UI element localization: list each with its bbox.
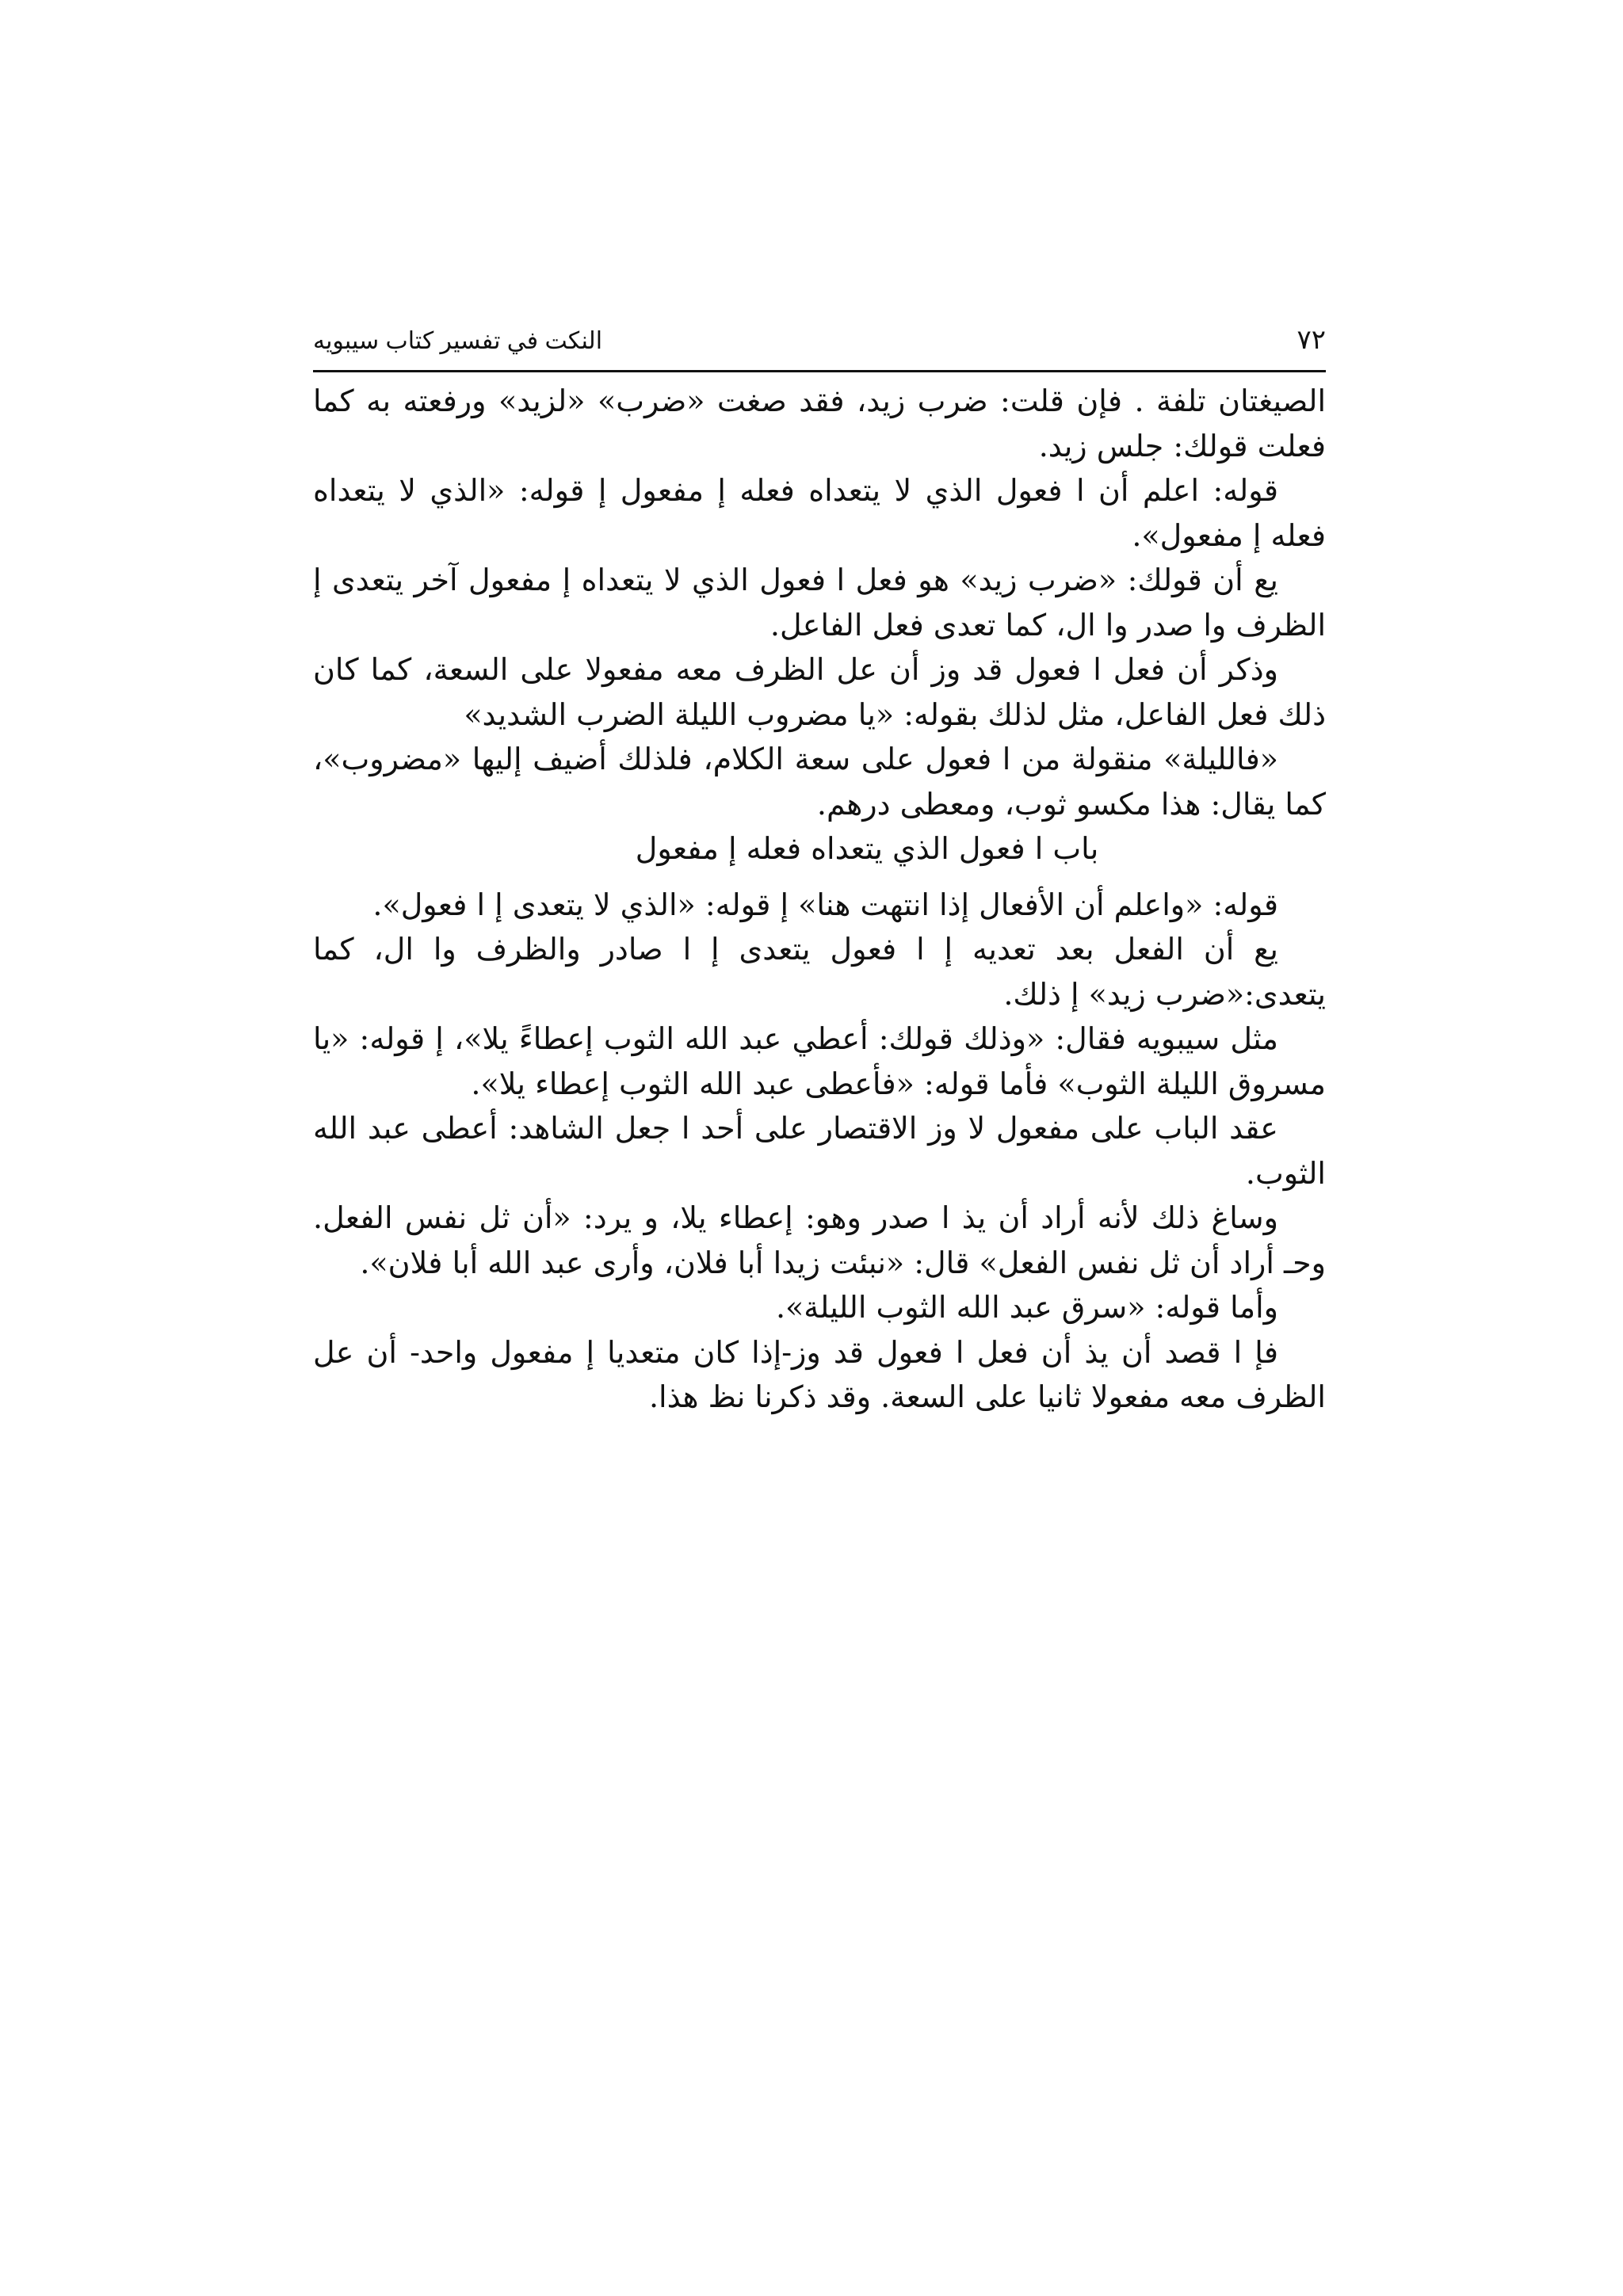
paragraph: قوله: اعلم أن ا فعول الذي لا يتعداه فعله إ مفعول إ قوله: «الذي لا يتعداه فعله إ مفعول». [313,473,1326,553]
page-header [313,313,1326,368]
paragraph: وذكر أن فعل ا فعول قد وز أن عل الظرف معه مفعولا على السعة، كما كان ذلك فعل الفاعل، مثل لذلك بقوله: «يا مضروب الليلة الضرب الشديد» [313,652,1326,732]
paragraph: الصيغتان تلفة . فإن قلت: ضرب زيد، فقد صغت «ضرب» «لزيد» ورفعته به كما فعلت قولك: جلس زيد. [313,383,1326,463]
page-number: ٧٢ [1296,324,1326,356]
paragraph: فإ ا قصد أن يذ أن فعل ا فعول قد وز-إذا كان متعديا إ مفعول واحد- أن عل الظرف معه مفعولا ثانيا على السعة. وقد ذكرنا نظ هذا. [313,1334,1326,1414]
running-title: النكت في تفسير كتاب سيبويه [313,328,603,354]
paragraph: قوله: «واعلم أن الأفعال إذا انتهت هنا» إ قوله: «الذي لا يتعدى إ ا فعول». [372,887,1278,922]
paragraph: عقد الباب على مفعول لا وز الاقتصار على أحد ا جعل الشاهد: أعطى عبد الله الثوب. [313,1111,1326,1191]
paragraph: وساغ ذلك لأنه أراد أن يذ ا صدر وهو: إعطاء يلا، و يرد: «أن ثل نفس الفعل. وحـ أراد أن ثل نفس الفعل» قال: «نبئت زيدا أبا فلان، وأرى عبد الله أبا فلان». [313,1200,1326,1280]
paragraph: مثل سيبويه فقال: «وذلك قولك: أعطي عبد الله الثوب إعطاءً يلا»، إ قوله: «يا مسروق الليلة الثوب» فأما قوله: «فأعطى عبد الله الثوب إعطاء يلا». [313,1021,1326,1101]
section-heading: باب ا فعول الذي يتعداه فعله إ مفعول [635,831,1099,866]
body-text [313,379,1326,1420]
paragraph: يع أن قولك: «ضرب زيد» هو فعل ا فعول الذي لا يتعداه إ مفعول آخر يتعدى إ الظرف وا صدر وا ال، كما تعدى فعل الفاعل. [313,563,1326,643]
paragraph: وأما قوله: «سرق عبد الله الثوب الليلة». [775,1290,1278,1325]
paragraph: يع أن الفعل بعد تعديه إ ا فعول يتعدى إ ا صادر والظرف وا ال، كما يتعدى:«ضرب زيد» إ ذلك. [313,932,1326,1012]
paragraph: «فالليلة» منقولة من ا فعول على سعة الكلام، فلذلك أضيف إليها «مضروب»، كما يقال: هذا مكسو ثوب، ومعطى درهم. [313,742,1326,822]
header-divider [313,370,1326,372]
